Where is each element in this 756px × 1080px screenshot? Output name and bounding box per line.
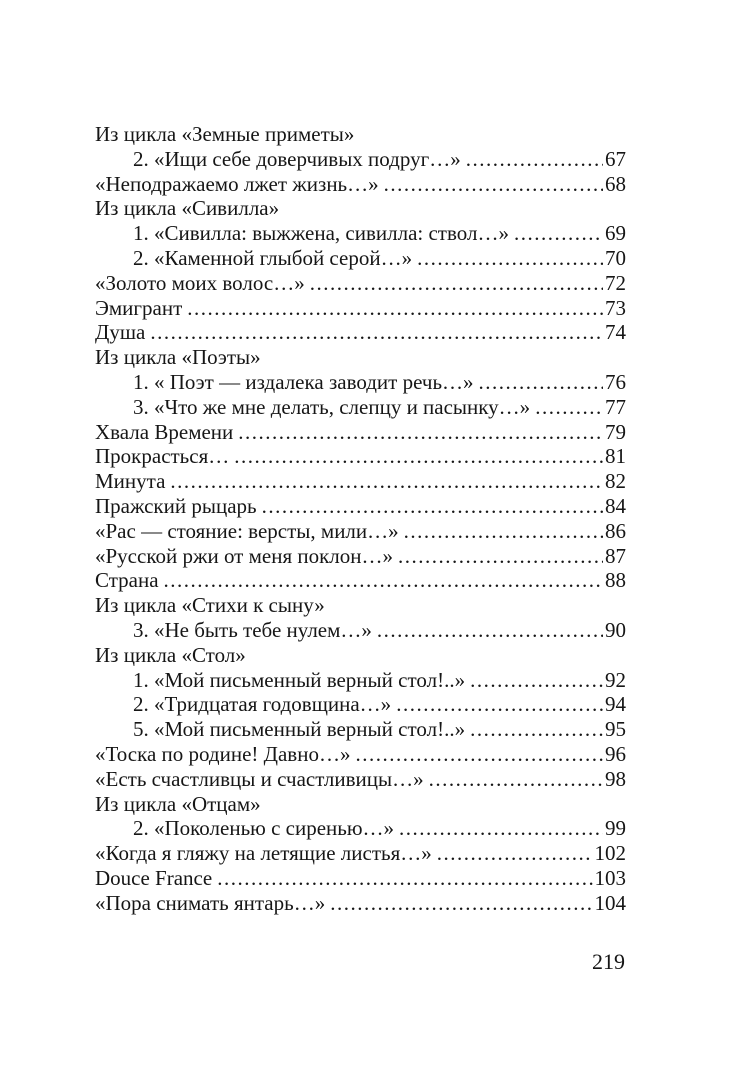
toc-entry-page-number: 102 — [594, 841, 626, 866]
toc-section-heading — [95, 345, 626, 370]
dot-leader — [377, 618, 603, 643]
toc-section-heading — [95, 122, 626, 147]
toc-entry-title: 2. «Тридцатая годовщина…» — [133, 692, 392, 717]
toc-entry-title: Эмигрант — [95, 295, 183, 320]
toc-entry-page-number: 67 — [605, 146, 626, 171]
dot-leader — [150, 320, 603, 345]
toc-entry-page-number: 104 — [594, 890, 626, 915]
toc-entry — [95, 816, 626, 841]
toc-entry-page-number: 77 — [605, 394, 626, 419]
toc-entry — [95, 742, 626, 767]
dot-leader — [437, 841, 593, 866]
toc-entry — [95, 221, 626, 246]
toc-entry-title: 3. «Что же мне делать, слепцу и пасынку…» — [133, 394, 531, 419]
toc-entry-title: 1. « Поэт — издалека заводит речь…» — [133, 369, 474, 394]
dot-leader — [479, 370, 603, 395]
toc-entry-title: Страна — [95, 568, 159, 593]
toc-entry-page-number: 103 — [594, 865, 626, 890]
toc-entry-title: Пражский рыцарь — [95, 493, 257, 518]
table-of-contents — [95, 122, 626, 916]
dot-leader — [217, 866, 592, 891]
toc-entry-title: 1. «Мой письменный верный стол!..» — [133, 667, 466, 692]
page-number: 219 — [592, 949, 625, 974]
toc-entry — [95, 891, 626, 916]
dot-leader — [398, 544, 603, 569]
toc-entry-title: «Тоска по родине! Давно…» — [95, 741, 351, 766]
toc-entry — [95, 668, 626, 693]
toc-entry — [95, 246, 626, 271]
toc-entry — [95, 395, 626, 420]
toc-entry — [95, 519, 626, 544]
toc-entry-title: Хвала Времени — [95, 419, 234, 444]
toc-entry-page-number: 76 — [605, 369, 626, 394]
toc-entry — [95, 494, 626, 519]
toc-entry-title: Душа — [95, 320, 146, 345]
toc-entry-page-number: 72 — [605, 270, 626, 295]
toc-entry-page-number: 96 — [605, 741, 626, 766]
toc-entry-title: Из цикла «Сивилла» — [95, 196, 280, 221]
toc-entry-page-number: 69 — [605, 221, 626, 246]
toc-entry — [95, 469, 626, 494]
toc-entry-title: «Пора снимать янтарь…» — [95, 890, 326, 915]
toc-entry — [95, 147, 626, 172]
toc-entry-title: Из цикла «Земные приметы» — [95, 122, 355, 146]
dot-leader — [262, 494, 603, 519]
toc-entry — [95, 271, 626, 296]
toc-entry-title: «Русской ржи от меня поклон…» — [95, 543, 394, 568]
dot-leader — [234, 444, 603, 469]
toc-entry-title: 2. «Каменной глыбой серой…» — [133, 245, 413, 270]
toc-entry — [95, 618, 626, 643]
dot-leader — [399, 816, 603, 841]
toc-entry-title: Минута — [95, 469, 166, 494]
toc-section-heading — [95, 593, 626, 618]
dot-leader — [330, 891, 592, 916]
toc-entry-page-number: 81 — [605, 444, 626, 469]
toc-entry-page-number: 90 — [605, 617, 626, 642]
toc-entry — [95, 320, 626, 345]
toc-section-heading — [95, 196, 626, 221]
toc-entry-title: Прокрасться… — [95, 444, 230, 469]
toc-entry-title: Из цикла «Поэты» — [95, 345, 261, 370]
toc-entry — [95, 172, 626, 197]
toc-entry-title: «Есть счастливцы и счастливицы…» — [95, 766, 424, 791]
dot-leader — [417, 246, 603, 271]
toc-entry-title: «Золото моих волос…» — [95, 270, 305, 295]
toc-entry-page-number: 73 — [605, 295, 626, 320]
dot-leader — [514, 221, 603, 246]
toc-entry-title: «Рас — стояние: версты, мили…» — [95, 518, 399, 543]
dot-leader — [470, 717, 603, 742]
toc-section-heading — [95, 792, 626, 817]
toc-entry-page-number: 68 — [605, 171, 626, 196]
dot-leader — [384, 172, 603, 197]
toc-entry-page-number: 98 — [605, 766, 626, 791]
dot-leader — [164, 568, 603, 593]
toc-entry-title: 5. «Мой письменный верный стол!..» — [133, 717, 466, 742]
toc-entry-page-number: 74 — [605, 320, 626, 345]
dot-leader — [355, 742, 603, 767]
toc-entry-title: 1. «Сивилла: выжжена, сивилла: ствол…» — [133, 221, 509, 246]
dot-leader — [170, 469, 603, 494]
toc-entry-page-number: 88 — [605, 568, 626, 593]
toc-entry — [95, 841, 626, 866]
toc-entry — [95, 767, 626, 792]
dot-leader — [429, 767, 603, 792]
toc-entry — [95, 692, 626, 717]
dot-leader — [404, 519, 603, 544]
toc-entry — [95, 370, 626, 395]
dot-leader — [238, 420, 603, 445]
toc-entry-title: 2. «Ищи себе доверчивых подруг…» — [133, 146, 461, 171]
dot-leader — [310, 271, 603, 296]
toc-entry-title: «Неподражаемо лжет жизнь…» — [95, 171, 379, 196]
toc-entry — [95, 866, 626, 891]
dot-leader — [187, 296, 603, 321]
toc-entry-page-number: 92 — [605, 667, 626, 692]
toc-entry — [95, 568, 626, 593]
toc-entry-title: Из цикла «Отцам» — [95, 791, 261, 816]
dot-leader — [466, 147, 603, 172]
dot-leader — [470, 668, 603, 693]
toc-entry-title: Из цикла «Стол» — [95, 642, 246, 667]
toc-entry-page-number: 70 — [605, 245, 626, 270]
toc-entry-page-number: 94 — [605, 692, 626, 717]
toc-entry-page-number: 84 — [605, 493, 626, 518]
toc-entry-page-number: 86 — [605, 518, 626, 543]
dot-leader — [396, 692, 603, 717]
toc-entry-title: «Когда я гляжу на летящие листья…» — [95, 841, 432, 866]
toc-entry-title: 2. «Поколенью с сиренью…» — [133, 816, 395, 841]
toc-entry-page-number: 95 — [605, 717, 626, 742]
toc-entry — [95, 544, 626, 569]
toc-section-heading — [95, 643, 626, 668]
dot-leader — [535, 395, 603, 420]
toc-entry-page-number: 99 — [605, 816, 626, 841]
toc-entry — [95, 420, 626, 445]
toc-entry-title: Из цикла «Стихи к сыну» — [95, 593, 325, 618]
toc-entry — [95, 444, 626, 469]
toc-entry-page-number: 79 — [605, 419, 626, 444]
toc-entry-title: 3. «Не быть тебе нулем…» — [133, 617, 372, 642]
toc-entry — [95, 296, 626, 321]
toc-entry — [95, 717, 626, 742]
toc-entry-title: Douce France — [95, 865, 213, 890]
toc-entry-page-number: 87 — [605, 543, 626, 568]
toc-entry-page-number: 82 — [605, 469, 626, 494]
